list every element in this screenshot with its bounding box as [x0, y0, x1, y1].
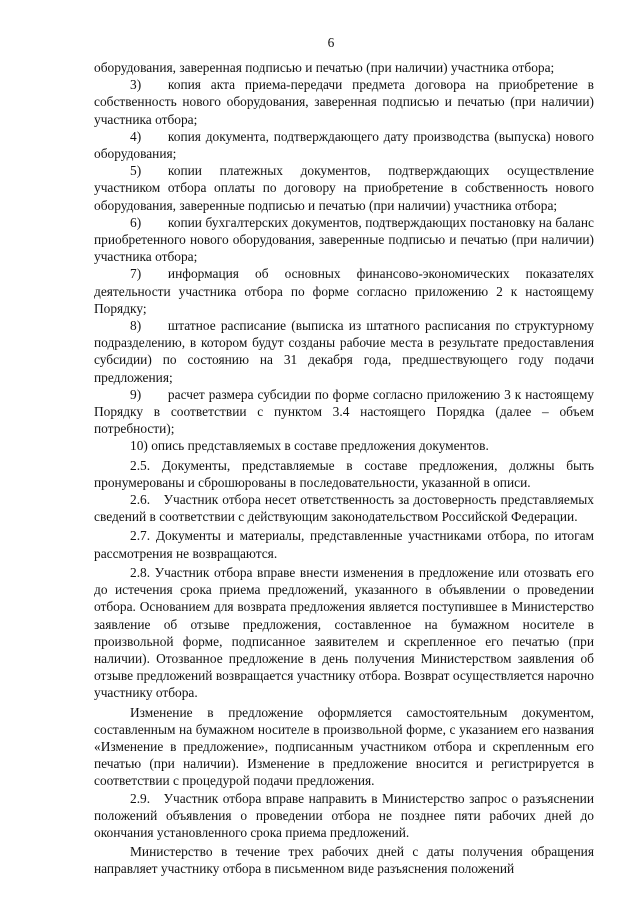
- list-item-7: 7) информация об основных финансово-экономических показателях деятельности участника отбора по форме согласно приложению 2 к настоящему Порядку;: [94, 266, 594, 316]
- list-item-10: 10) опись представляемых в составе предложения документов.: [130, 438, 489, 454]
- list-item-3: 3) копия акта приема-передачи предмета договора на приобретение в собственность нового оборудования, заверенная подписью и печатью (при наличии) участника отбора;: [94, 77, 594, 127]
- list-item-4: 4) копия документа, подтверждающего дату производства (выпуска) нового оборудования;: [94, 128, 594, 162]
- list-item-9: 9) расчет размера субсидии по форме согласно приложению 3 к настоящему Порядку в соответствии с пунктом 3.4 настоящего Порядка (далее – объем потребности);: [94, 386, 594, 437]
- paragraph-continuation: оборудования, заверенная подписью и печатью (при наличии) участника отбора;: [94, 60, 555, 75]
- page-number: 6: [327, 35, 335, 50]
- clause-2-8: 2.8. Участник отбора вправе внести изменения в предложение или отозвать его до истечения срока приема предложений, указанного в объявлении о проведении отбора. Основанием для возврата предложения является поступившее в Министерство заявление об отзыве предложения, составленное на бумажном носителе в произвольной форме, подписанное заявителем и скрепленное его печатью (при наличии). Отозванное предложение в день получения Министерством заявления об отзыве предложений возвращается участнику отбора. Возврат осуществляется нарочно участнику отбора.: [94, 564, 594, 701]
- clause-2-9-response: Министерство в течение трех рабочих дней с даты получения обращения направляет участнику отбора в письменном виде разъяснения положений: [94, 844, 594, 877]
- list-item-6: 6) копии бухгалтерских документов, подтверждающих постановку на баланс приобретенного нового оборудования, заверенные подписью и печатью (при наличии) участника отбора;: [94, 214, 594, 265]
- clause-2-7: 2.7. Документы и материалы, представленные участниками отбора, по итогам рассмотрения не возвращаются.: [94, 528, 594, 561]
- clause-2-5: 2.5. Документы, представляемые в составе предложения, должны быть пронумерованы и сброшюрованы в последовательности, указанной в описи.: [94, 457, 594, 490]
- list-item-5: 5) копии платежных документов, подтверждающих осуществление участником отбора оплаты по договору на приобретение в собственность нового оборудования, заверенные подписью и печатью (при наличии) участника отбора;: [94, 163, 594, 213]
- list-item-8: 8) штатное расписание (выписка из штатного расписания по структурному подразделению, в котором будут созданы рабочие места в результате предоставления субсидии) по состоянию на 31 декабря года, предшествующего году подачи предложения;: [94, 318, 594, 385]
- clause-2-9: 2.9. Участник отбора вправе направить в Министерство запрос о разъяснении положений объявления о проведении отбора не позднее пяти рабочих дней до окончания установленного срока приема предложений.: [94, 790, 594, 840]
- clause-2-6: 2.6. Участник отбора несет ответственность за достоверность представляемых сведений в соответствии с действующим законодательством Российской Федерации.: [94, 492, 594, 525]
- clause-2-8-amendment: Изменение в предложение оформляется самостоятельным документом, составленным на бумажном носителе в произвольной форме, с указанием его названия «Изменение в предложение», подписанным участником отбора и скрепленным его печатью (при наличии). Изменение в предложение вносится и регистрируется в соответствии с процедурой подачи предложения.: [94, 704, 594, 789]
